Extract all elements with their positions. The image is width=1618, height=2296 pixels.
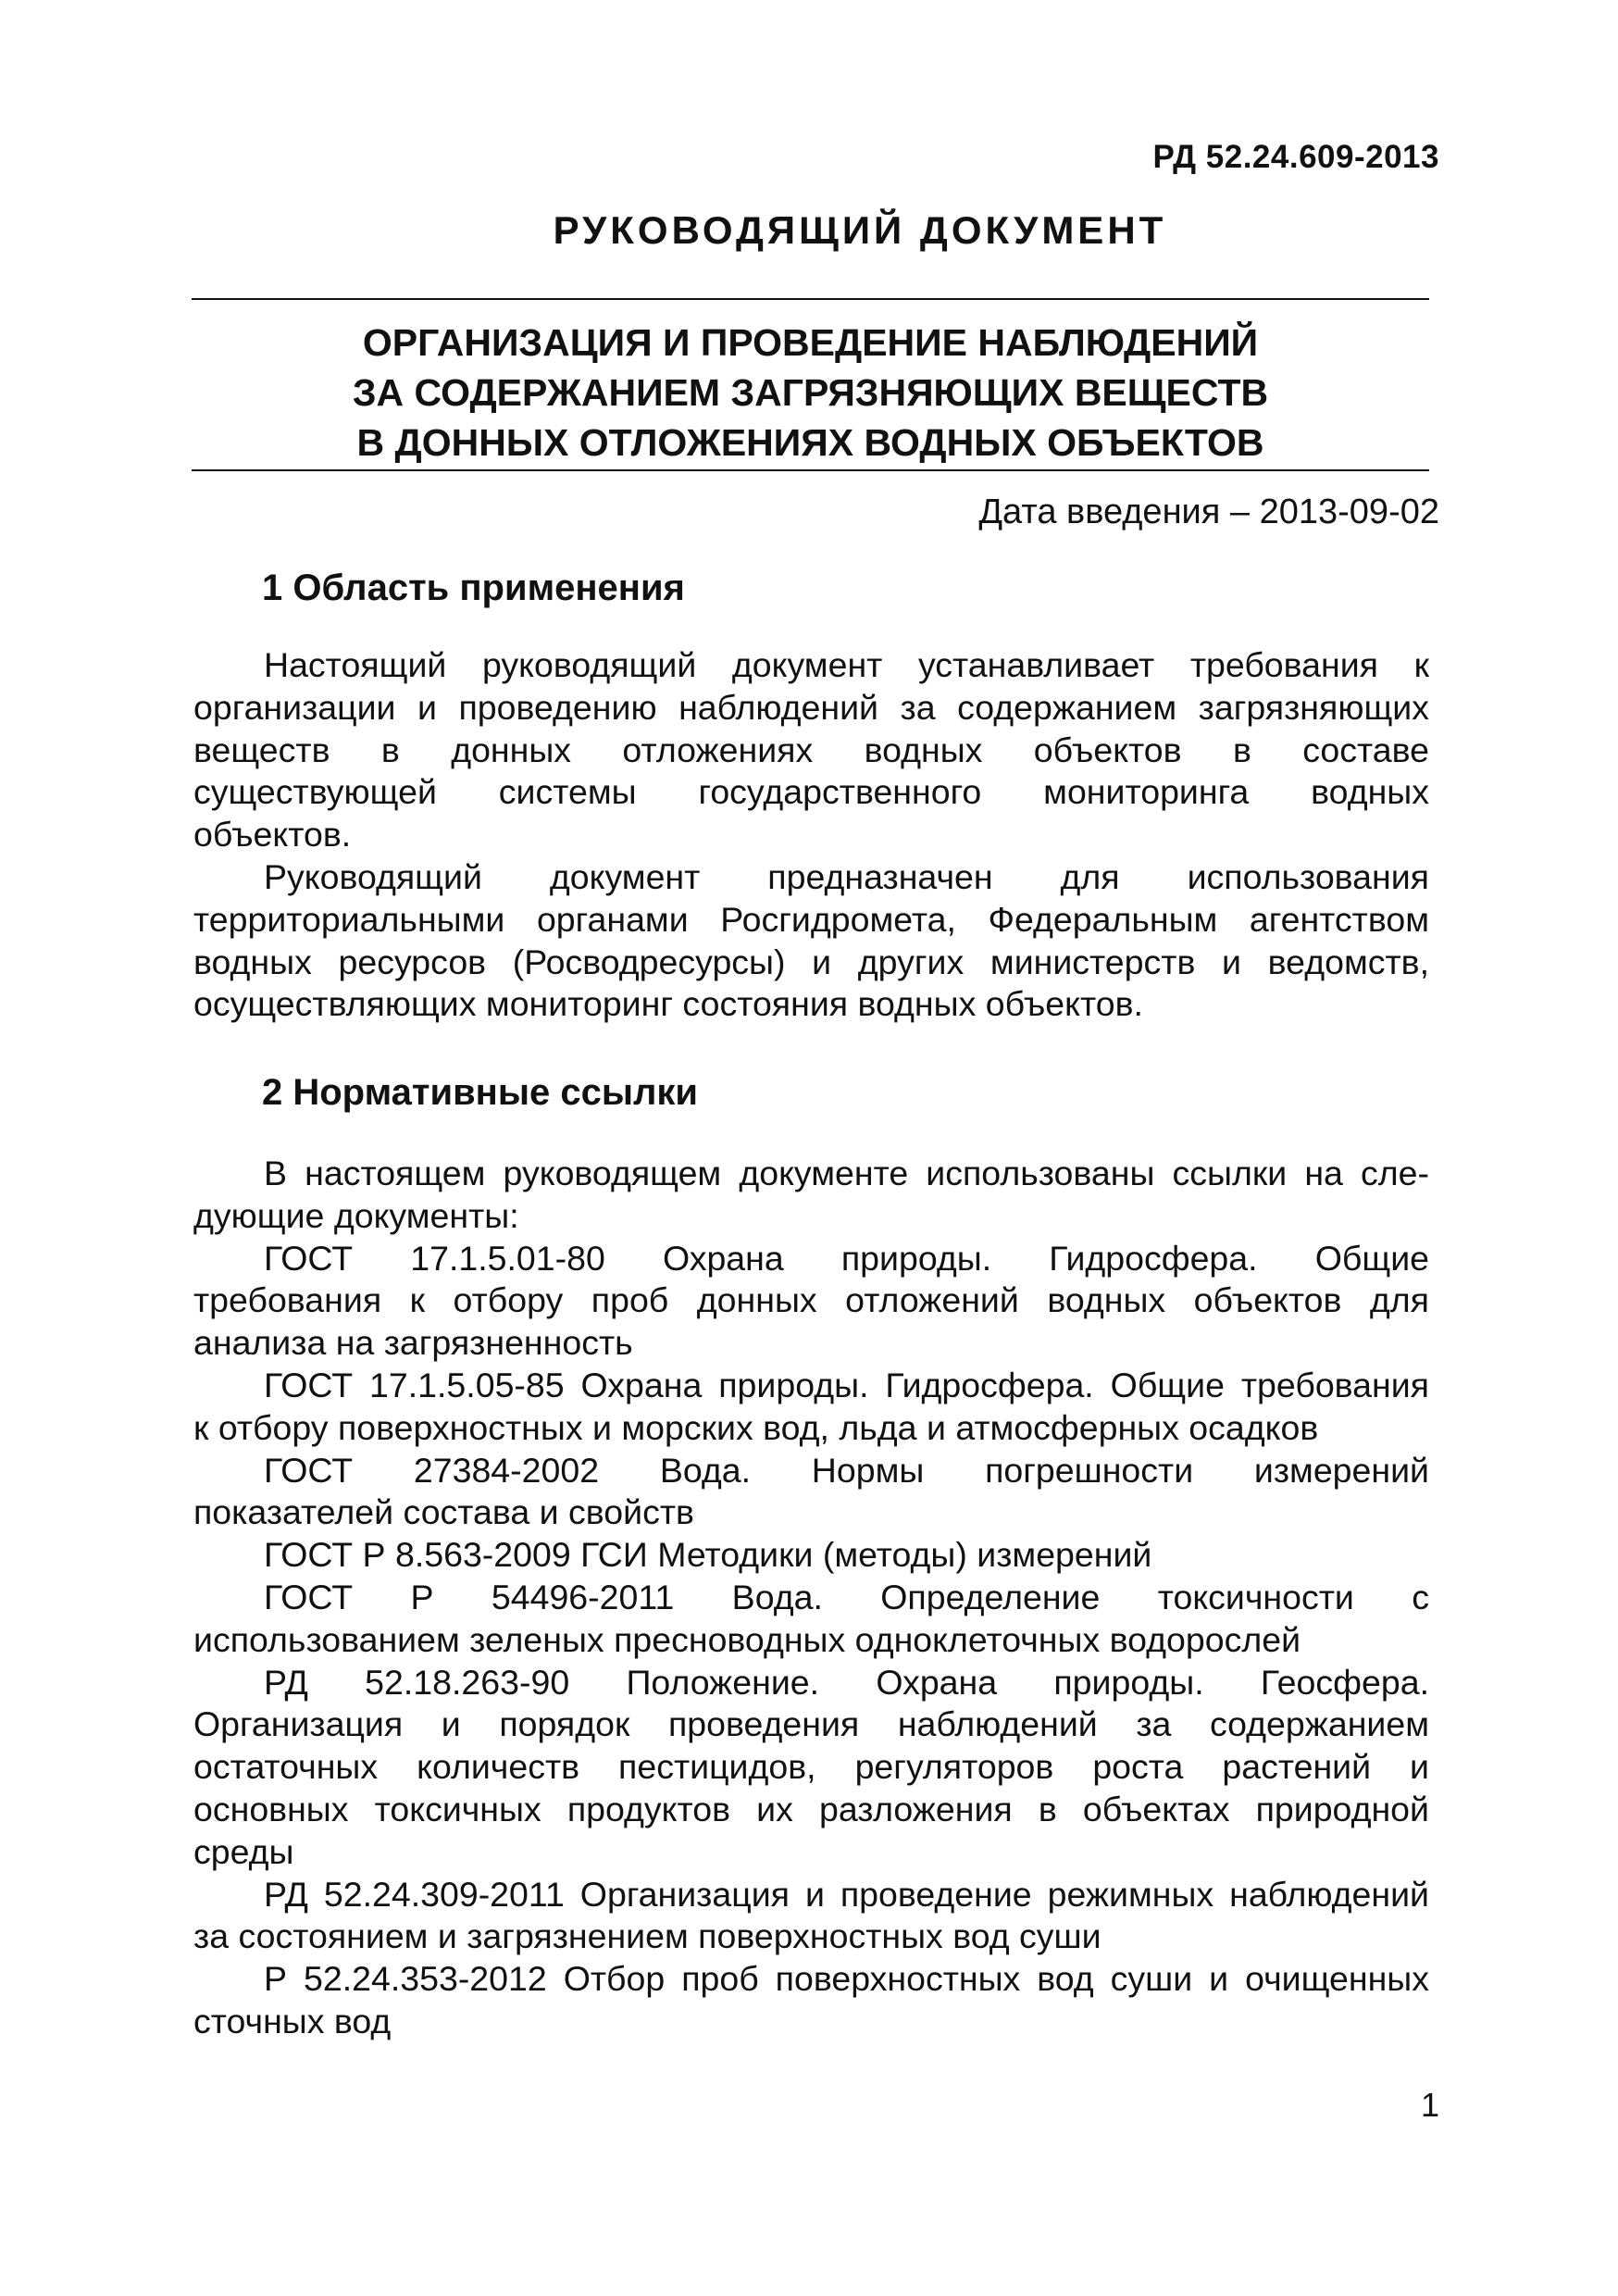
document-title	[192, 318, 1429, 468]
text-line: анализа на загрязненность	[193, 1323, 633, 1363]
text-line: сточных вод	[193, 2001, 392, 2040]
text-line: требования к отбору проб донных отложений водных объектов для	[193, 1280, 1429, 1320]
text-line: к отбору поверхностных и морских вод, льда и атмосферных осадков	[193, 1407, 1319, 1447]
text-line: ГОСТ 17.1.5.05-85 Охрана природы. Гидросфера. Общие требования	[264, 1365, 1429, 1404]
text-line: ГОСТ 17.1.5.01-80 Охрана природы. Гидросфера. Общие	[264, 1238, 1429, 1278]
text-line: среды	[193, 1831, 294, 1871]
section-1-text	[193, 644, 1429, 1026]
text-line: осуществляющих мониторинг состояния водных объектов.	[193, 984, 1143, 1024]
text-line: РД 52.18.263-90 Положение. Охрана природы. Геосфера.	[264, 1662, 1429, 1702]
text-line: Настоящий руководящий документ устанавливает требования к	[264, 645, 1429, 684]
text-line: Организация и порядок проведения наблюдений за содержанием	[193, 1704, 1429, 1744]
title-line: ОРГАНИЗАЦИЯ И ПРОВЕДЕНИЕ НАБЛЮДЕНИЙ	[362, 321, 1259, 364]
text-line: дующие документы:	[193, 1195, 519, 1235]
text-line: использованием зеленых пресноводных одноклеточных водорослей	[193, 1619, 1301, 1659]
text-line: остаточных количеств пестицидов, регуляторов роста растений и	[193, 1747, 1429, 1787]
page-number: 1	[1420, 2086, 1439, 2124]
text-line: водных ресурсов (Росводресурсы) и других министерств и ведомств,	[193, 942, 1429, 981]
text-line: веществ в донных отложениях водных объектов в составе	[193, 730, 1429, 769]
title-top-rule	[192, 298, 1429, 300]
section-1-heading: 1 Область применения	[262, 568, 685, 608]
text-line: показателей состава и свойств	[193, 1492, 694, 1532]
title-line: ЗА СОДЕРЖАНИЕМ ЗАГРЯЗНЯЮЩИХ ВЕЩЕСТВ	[352, 371, 1269, 414]
text-line: существующей системы государственного мониторинга водных	[193, 772, 1429, 812]
title-bottom-rule	[192, 469, 1429, 471]
introduction-date: Дата введения – 2013-09-02	[978, 493, 1439, 531]
text-line: В настоящем руководящем документе использованы ссылки на сле-	[264, 1154, 1429, 1192]
text-line: Руководящий документ предназначен для использования	[264, 856, 1429, 896]
text-line: ГОСТ 27384-2002 Вода. Нормы погрешности измерений	[264, 1450, 1429, 1490]
document-code: РД 52.24.609-2013	[1152, 139, 1439, 175]
text-line: за состоянием и загрязнением поверхностных вод суши	[193, 1916, 1101, 1956]
text-line: Р 52.24.353-2012 Отбор проб поверхностных вод суши и очищенных	[264, 1959, 1429, 1999]
title-line: В ДОННЫХ ОТЛОЖЕНИЯХ ВОДНЫХ ОБЪЕКТОВ	[356, 421, 1264, 464]
text-line: ГОСТ Р 8.563-2009 ГСИ Методики (методы) измерений	[264, 1535, 1152, 1575]
text-line: организации и проведению наблюдений за содержанием загрязняющих	[193, 687, 1429, 727]
text-line: территориальными органами Росгидромета, Федеральным агентством	[193, 899, 1429, 939]
section-2-heading: 2 Нормативные ссылки	[262, 1072, 699, 1113]
text-line: РД 52.24.309-2011 Организация и проведение режимных наблюдений	[264, 1874, 1429, 1914]
text-line: ГОСТ Р 54496-2011 Вода. Определение токсичности с	[264, 1577, 1429, 1616]
document-type-heading: РУКОВОДЯЩИЙ ДОКУМЕНТ	[553, 208, 1167, 252]
text-line: объектов.	[193, 815, 352, 855]
text-line: основных токсичных продуктов их разложения в объектах природной	[193, 1789, 1429, 1828]
section-2-text	[193, 1153, 1429, 2043]
